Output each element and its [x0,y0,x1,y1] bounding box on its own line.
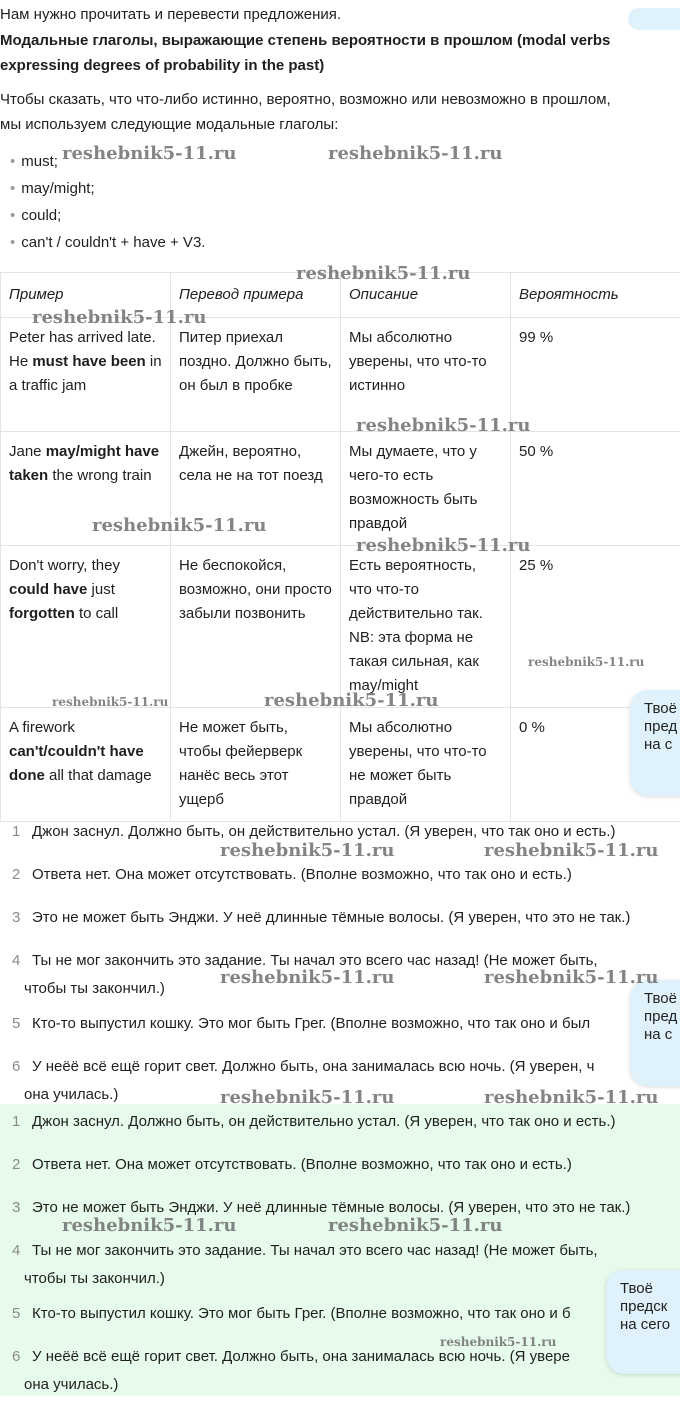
list-item [12,1239,598,1263]
example-text: the wrong train [48,467,152,484]
chat-popup[interactable] [630,980,680,1086]
chat-popup[interactable] [630,690,680,796]
watermark: reshebnik5-11.ru [220,1087,395,1108]
example-cell [1,318,171,432]
item-text: Кто-то выпустил кошку. Это мог быть Грег. (Вполне возможно, что так оно и б [32,1305,571,1322]
chat-bubble-edge [628,8,680,30]
item-text: Ответа нет. Она может отсутствовать. (Вполне возможно, что так оно и есть.) [32,1156,572,1173]
watermark: reshebnik5-11.ru [52,695,169,709]
translation-cell: Питер приехал поздно. Должно быть, он был в пробке [171,318,341,432]
watermark: reshebnik5-11.ru [440,1335,557,1349]
table-row [1,318,680,432]
watermark: reshebnik5-11.ru [484,840,659,861]
column-header: Вероятность [511,273,680,318]
table-row [1,708,680,822]
item-number: 1 [12,823,21,840]
list-item: • can't / couldn't + have + V3. [10,229,205,256]
item-text: Это не может быть Энджи. У неё длинные тёмные волосы. (Я уверен, что это не так.) [32,909,631,926]
item-text: Джон заснул. Должно быть, он действительно устал. (Я уверен, что так оно и есть.) [32,1113,616,1130]
item-text: Ты не мог закончить это задание. Ты начал это всего час назад! (Не может быть, [32,1242,598,1259]
watermark: reshebnik5-11.ru [220,840,395,861]
watermark: reshebnik5-11.ru [62,143,237,164]
item-number: 3 [12,1199,21,1216]
item-number: 6 [12,1348,21,1365]
probability-cell: 50 % [511,432,680,546]
item-number: 6 [12,1058,21,1075]
description-cell: Мы абсолютно уверены, что что-то истинно [341,318,511,432]
example-cell [1,546,171,708]
item-continuation: чтобы ты закончил.) [24,1270,165,1287]
example-modal: could have [9,581,88,598]
list-item [12,1153,572,1177]
item-text: Кто-то выпустил кошку. Это мог быть Грег. (Вполне возможно, что так оно и был [32,1015,591,1032]
item-text: Это не может быть Энджи. У неё длинные тёмные волосы. (Я уверен, что это не так.) [32,1199,631,1216]
item-continuation: она училась.) [24,1376,119,1393]
list-item [12,1302,571,1326]
watermark: reshebnik5-11.ru [484,967,659,988]
item-number: 4 [12,952,21,969]
watermark: reshebnik5-11.ru [62,1215,237,1236]
watermark: reshebnik5-11.ru [32,307,207,328]
list-item: • may/might; [10,175,205,202]
watermark: reshebnik5-11.ru [528,655,645,669]
item-text: У неёё всё ещё горит свет. Должно быть, она занималась всю ночь. (Я уверен, ч [32,1058,595,1075]
example-text: Don't worry, they [9,557,120,574]
popup-text: Твоё [644,700,677,717]
column-header: Перевод примера [171,273,341,318]
item-text: У неёё всё ещё горит свет. Должно быть, она занималась всю ночь. (Я увере [32,1348,570,1365]
item-number: 3 [12,909,21,926]
watermark: reshebnik5-11.ru [356,415,531,436]
watermark: reshebnik5-11.ru [328,143,503,164]
example-text: A firework [9,719,75,736]
item-number: 2 [12,1156,21,1173]
translation-cell: Не беспокойся, возможно, они просто забыли позвонить [171,546,341,708]
popup-text: предск [620,1298,668,1315]
probability-cell: 0 % [511,708,680,822]
item-text: Ты не мог закончить это задание. Ты начал это всего час назад! (Не может быть, [32,952,598,969]
example-modal: may/might have taken [9,443,160,484]
example-modal: can't/couldn't have done [9,743,144,784]
item-continuation: чтобы ты закончил.) [24,980,165,997]
paragraph-line-2: мы используем следующие модальные глаголы: [0,116,339,133]
watermark: reshebnik5-11.ru [92,515,267,536]
item-number: 5 [12,1015,21,1032]
example-modal: must have been [32,353,146,370]
answer-list [0,1104,680,1396]
list-item [12,906,630,930]
list-item: • could; [10,202,205,229]
table-row [1,546,680,708]
description-cell: Есть вероятность, что что-то действительно так. NB: эта форма не такая сильная, как may/might [341,546,511,708]
popup-text: на сего [620,1316,671,1333]
example-cell [1,708,171,822]
probability-cell: 25 % [511,546,680,708]
item-text: Джон заснул. Должно быть, он действительно устал. (Я уверен, что так оно и есть.) [32,823,616,840]
watermark: reshebnik5-11.ru [220,967,395,988]
list-item: • must; [10,148,205,175]
description-cell: Мы думаете, что у чего-то есть возможность быть правдой [341,432,511,546]
popup-text: Твоё [620,1280,653,1297]
probability-table [0,272,680,822]
item-number: 1 [12,1113,21,1130]
list-item [12,863,572,887]
popup-text: на с [644,1026,673,1043]
watermark: reshebnik5-11.ru [484,1087,659,1108]
item-number: 5 [12,1305,21,1322]
example-text: to call [74,605,119,622]
probability-cell: 99 % [511,318,680,432]
modal-verbs-list [10,148,205,256]
example-text: all that damage [44,767,152,784]
example-text: Jane [9,443,46,460]
list-item [12,1055,594,1079]
popup-text: пред [644,1008,678,1025]
item-number: 2 [12,866,21,883]
watermark: reshebnik5-11.ru [296,263,471,284]
item-continuation: она училась.) [24,1086,119,1103]
heading-line-2: expressing degrees of probability in the past) [0,57,325,74]
intro-line: Нам нужно прочитать и перевести предложения. [0,6,342,23]
example-text: just [87,581,115,598]
watermark: reshebnik5-11.ru [264,690,439,711]
description-cell: Мы абсолютно уверены, что что-то не может быть правдой [341,708,511,822]
example-text: in a traffic jam [9,353,162,394]
list-item [12,1110,616,1134]
item-text: Ответа нет. Она может отсутствовать. (Вполне возможно, что так оно и есть.) [32,866,572,883]
watermark: reshebnik5-11.ru [356,535,531,556]
example-modal: forgotten [9,605,75,622]
translation-cell: Не может быть, чтобы фейерверк нанёс весь этот ущерб [171,708,341,822]
watermark: reshebnik5-11.ru [328,1215,503,1236]
list-item [12,1012,590,1036]
heading-line-1: Модальные глаголы, выражающие степень вероятности в прошлом (modal verbs [0,32,611,49]
popup-text: Твоё [644,990,677,1007]
translation-cell: Джейн, вероятно, села не на тот поезд [171,432,341,546]
column-header: Пример [1,273,171,318]
paragraph-line-1: Чтобы сказать, что что-либо истинно, вероятно, возможно или невозможно в прошлом, [0,91,611,108]
chat-popup[interactable] [606,1270,680,1374]
popup-text: пред [644,718,678,735]
column-header: Описание [341,273,511,318]
example-text: Peter has arrived late. He [9,329,156,370]
popup-text: на с [644,736,673,753]
item-number: 4 [12,1242,21,1259]
